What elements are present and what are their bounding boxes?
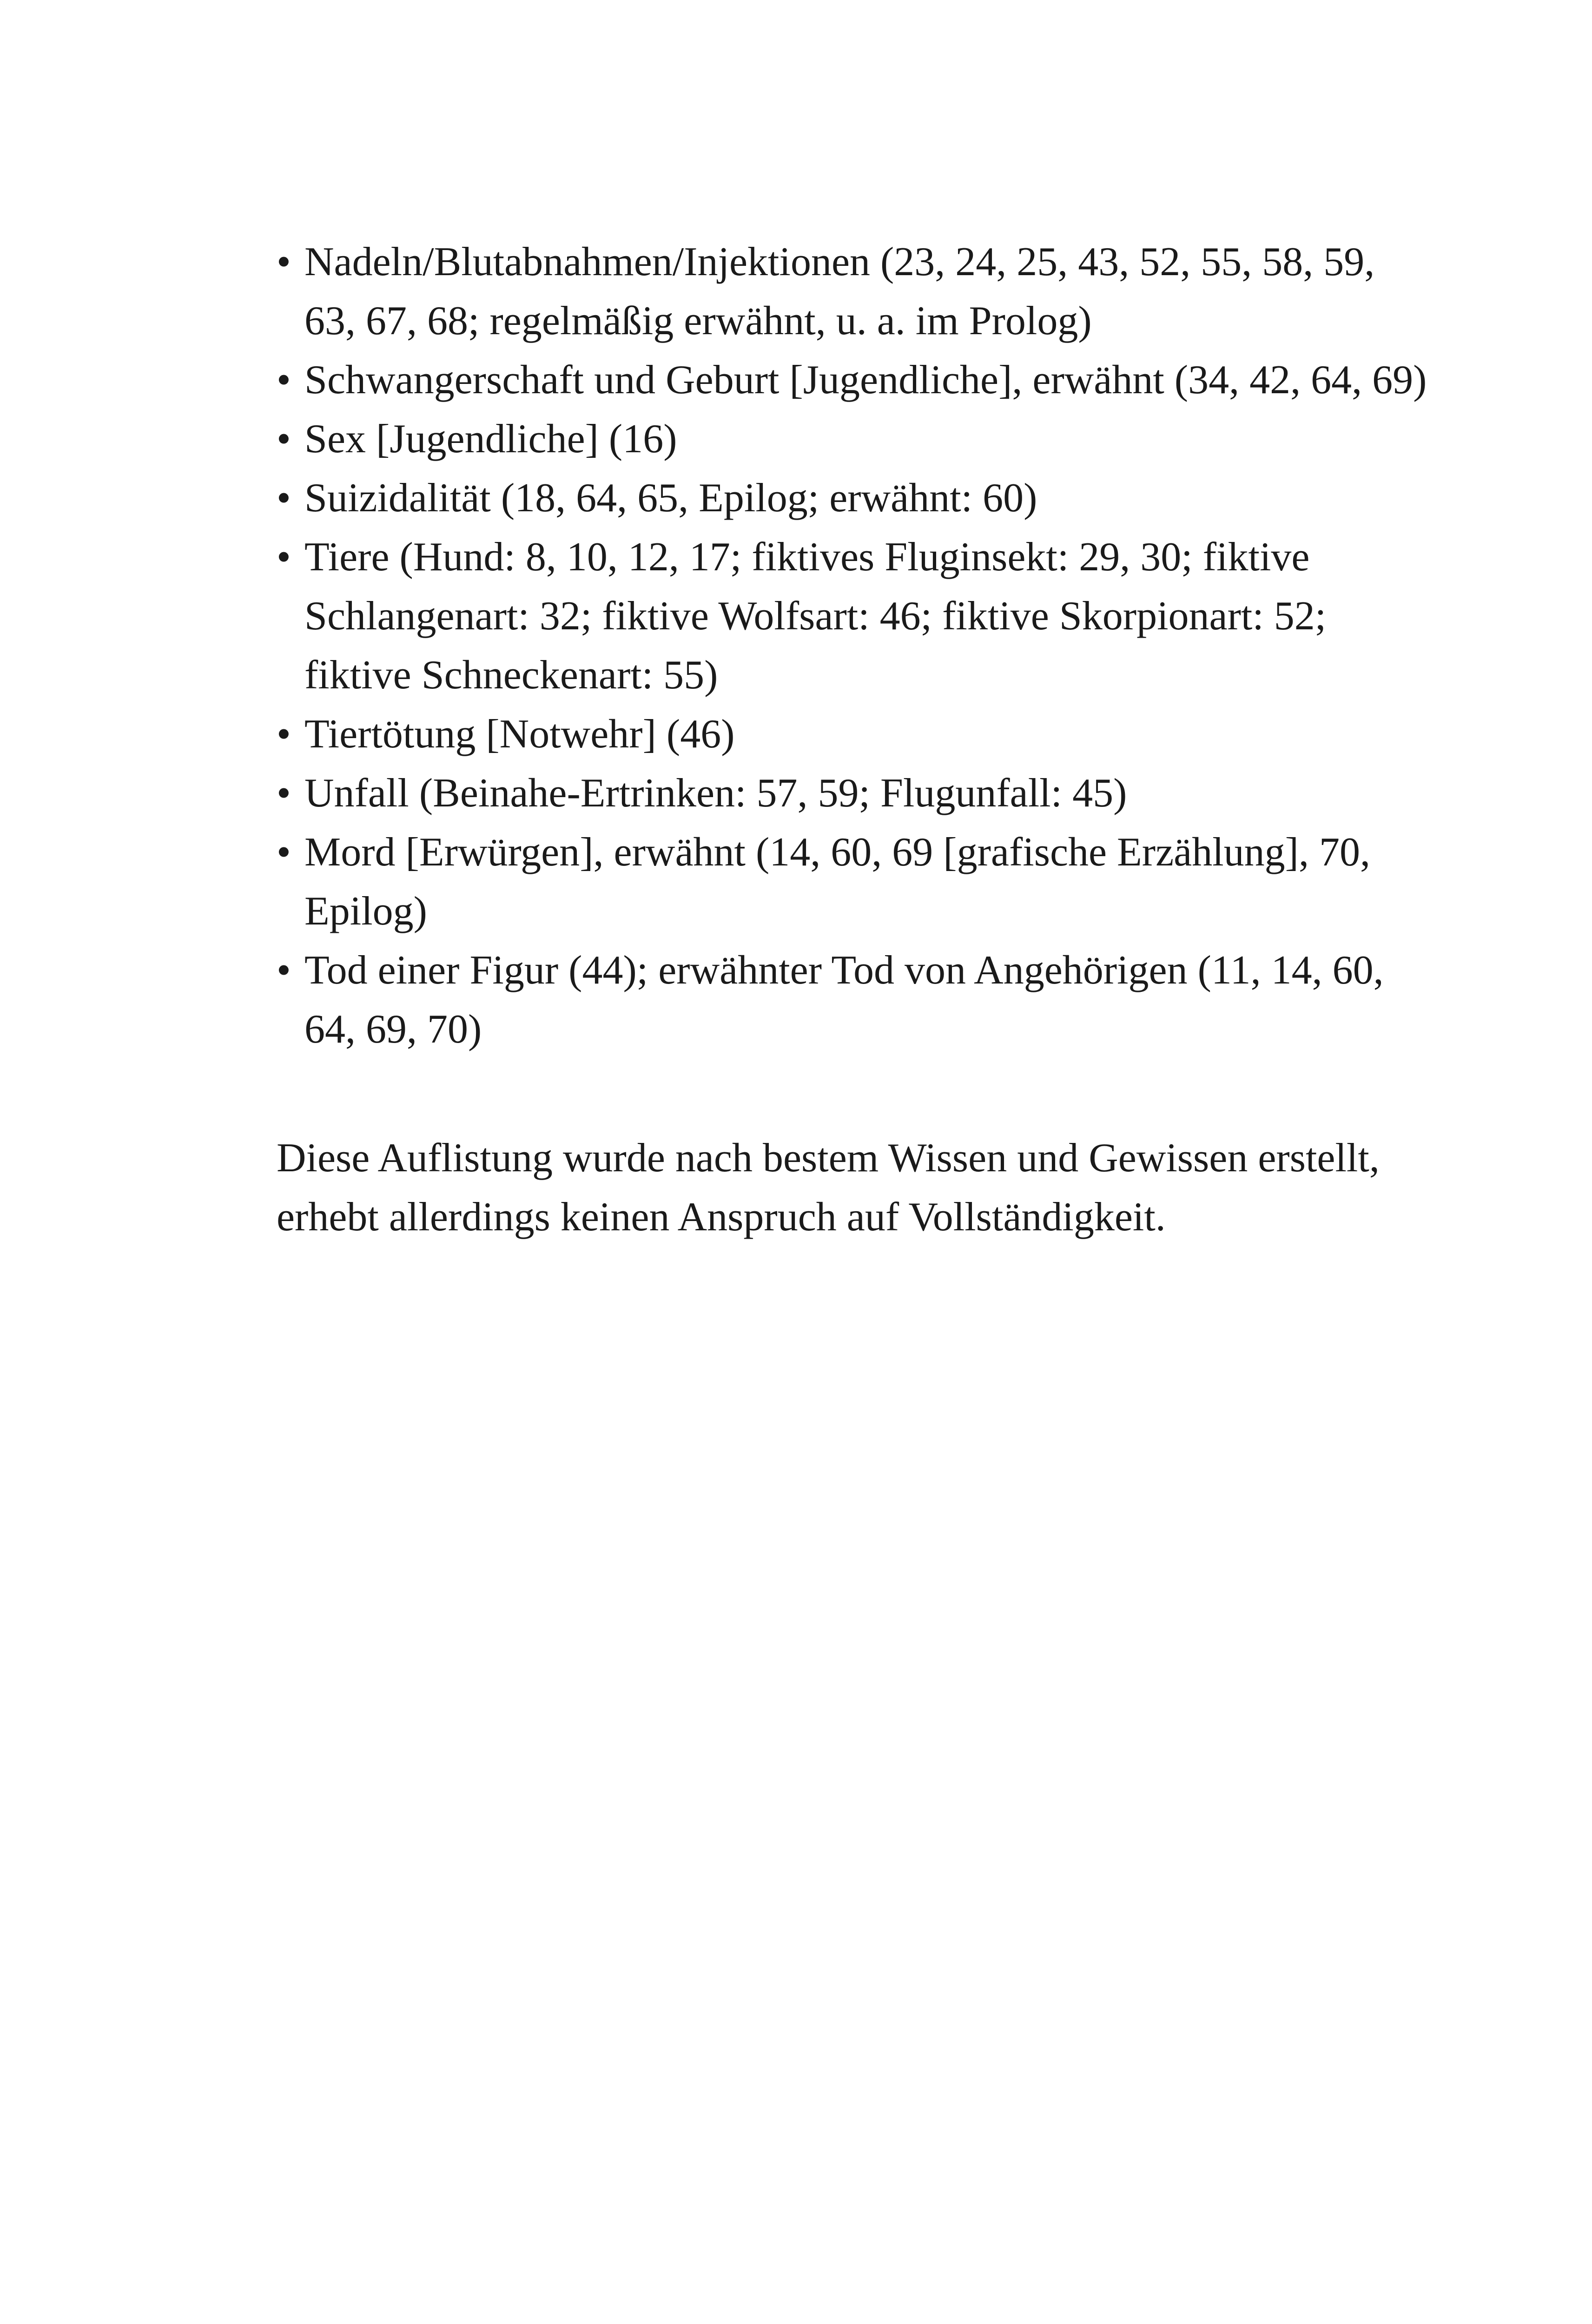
- list-item-tod: [277, 941, 1384, 1059]
- list-item-text: Sex [Jugendliche] (16): [304, 416, 677, 462]
- bullet-icon: •: [277, 416, 291, 462]
- content-warning-list: [277, 232, 1427, 1059]
- list-item-sex: [277, 409, 1374, 469]
- bullet-icon: •: [277, 239, 291, 284]
- list-item-nadeln: [277, 232, 1374, 350]
- list-item-text: Tiertötung [Notwehr] (46): [304, 712, 735, 757]
- list-item-tiertoetung: [277, 705, 1374, 764]
- list-item-text: Nadeln/Blutabnahmen/Injektionen (23, 24, 25, 43, 52, 55, 58, 59,: [304, 239, 1375, 284]
- list-item-text: 64, 69, 70): [304, 1007, 482, 1052]
- list-item-text: Unfall (Beinahe-Ertrinken: 57, 59; Flugunfall: 45): [304, 771, 1127, 816]
- list-item-text: Tiere (Hund: 8, 10, 12, 17; fiktives Fluginsekt: 29, 30; fiktive: [304, 535, 1310, 580]
- list-item-text: Schlangenart: 32; fiktive Wolfsart: 46; fiktive Skorpionart: 52;: [304, 594, 1327, 639]
- bullet-icon: •: [277, 475, 291, 521]
- bullet-icon: •: [277, 830, 291, 875]
- bullet-icon: •: [277, 357, 291, 403]
- list-item-text: fiktive Schneckenart: 55): [304, 653, 718, 698]
- bullet-icon: •: [277, 712, 291, 757]
- disclaimer-text: erhebt allerdings keinen Anspruch auf Vollständigkeit.: [277, 1195, 1166, 1240]
- disclaimer-text: Diese Auflistung wurde nach bestem Wissen und Gewissen erstellt,: [277, 1136, 1380, 1181]
- page-content: [277, 232, 1427, 1247]
- list-item-text: Tod einer Figur (44); erwähnter Tod von Angehörigen (11, 14, 60,: [304, 948, 1384, 993]
- bullet-icon: •: [277, 771, 291, 816]
- list-item-text: 63, 67, 68; regelmäßig erwähnt, u. a. im Prolog): [304, 298, 1092, 343]
- bullet-icon: •: [277, 948, 291, 993]
- list-item-text: Epilog): [304, 889, 427, 934]
- list-item-unfall: [277, 764, 1374, 823]
- list-item-mord: [277, 823, 1374, 941]
- bullet-icon: •: [277, 535, 291, 580]
- list-item-text: Mord [Erwürgen], erwähnt (14, 60, 69 [grafische Erzählung], 70,: [304, 830, 1370, 875]
- list-item-suizidalitaet: [277, 469, 1374, 528]
- list-item-text: Schwangerschaft und Geburt [Jugendliche], erwähnt (34, 42, 64, 69): [304, 357, 1427, 403]
- disclaimer-paragraph: [277, 1129, 1380, 1247]
- list-item-tiere: [277, 528, 1374, 705]
- list-item-text: Suizidalität (18, 64, 65, Epilog; erwähnt: 60): [304, 475, 1037, 521]
- list-item-schwangerschaft: [277, 350, 1427, 409]
